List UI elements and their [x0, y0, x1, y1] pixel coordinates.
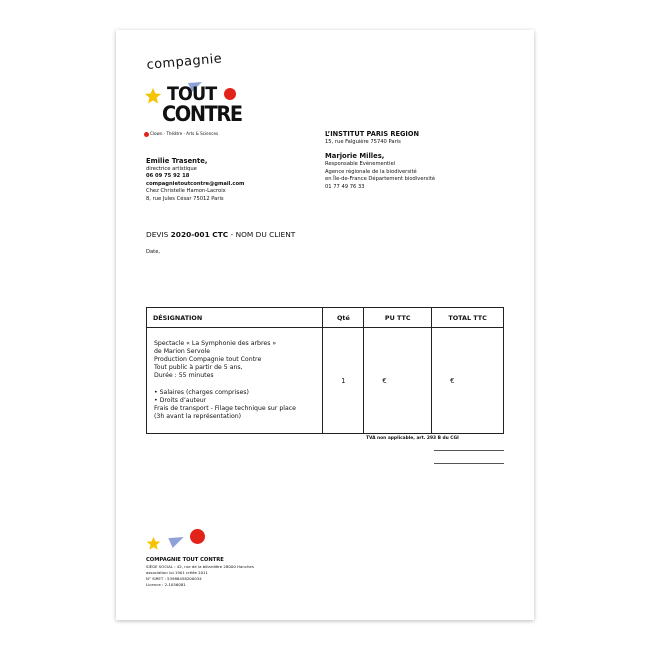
sender-email[interactable]: compagnietoutcontre@gmail.com	[146, 180, 245, 187]
cell-qty: 1	[323, 328, 364, 434]
designation-line: Frais de transport - Filage technique sur place	[154, 404, 296, 412]
devis-client: - NOM DU CLIENT	[230, 230, 296, 239]
quote-table-header-row	[147, 308, 504, 328]
footer-block	[146, 556, 346, 588]
designation-line: Tout public à partir de 5 ans,	[154, 364, 243, 372]
logo-word-compagnie: compagnie	[146, 51, 223, 73]
company-logo	[144, 51, 254, 140]
header-designation: DÉSIGNATION	[147, 308, 323, 328]
devis-prefix: DEVIS	[146, 230, 169, 239]
recipient-org: L’INSTITUT PARIS REGION	[325, 130, 419, 138]
designation-line: Spectacle « La Symphonie des arbres »	[154, 340, 277, 348]
footer-yellow-star-icon	[146, 536, 161, 551]
total-line-1	[434, 450, 504, 451]
yellow-star-icon	[144, 87, 162, 105]
logo-tagline: Clown · Théâtre · Arts & Sciences	[150, 131, 219, 136]
sender-care-of: Chez Christelle Hamon-Lacroix	[146, 188, 226, 195]
total-line-2	[434, 463, 504, 464]
sender-name: Emilie Trasente,	[146, 157, 208, 165]
red-dot-icon	[224, 88, 236, 100]
logo-word-contre: CONTRE	[162, 102, 242, 126]
designation-line: • Droits d’auteur	[154, 396, 207, 404]
header-total: TOTAL TTC	[432, 308, 504, 328]
footer-red-dot-icon	[190, 529, 205, 544]
cell-designation	[147, 328, 323, 434]
sender-role: directrice artistique	[146, 166, 197, 172]
quote-document	[116, 30, 534, 620]
recipient-line-2: en Île-de-France Département biodiversité	[325, 176, 436, 183]
designation-line: de Marion Servole	[154, 348, 211, 356]
footer-blue-triangle-icon	[168, 537, 184, 548]
footer-line: N° SIRET : 53988458200034	[146, 575, 202, 581]
recipient-block	[325, 130, 515, 191]
sender-block	[146, 157, 296, 203]
logo-word-tout: TOUT	[167, 83, 217, 105]
designation-line: Production Compagnie tout Contre	[154, 356, 262, 364]
footer-line: Licence : 2-1056081	[146, 581, 186, 587]
tva-note: TVA non applicable, art. 293 B du CGI	[366, 436, 459, 441]
header-unit-price: PU TTC	[364, 308, 432, 328]
devis-number: 2020-001 CTC	[170, 230, 229, 239]
recipient-line-1: Agence régionale de la biodiversité	[325, 168, 417, 175]
designation-line: Durée : 55 minutes	[154, 372, 214, 380]
footer-line: association loi 1901 créée 2011	[146, 569, 209, 575]
devis-title	[146, 230, 295, 239]
sender-address: 8, rue Jules César 75012 Paris	[146, 195, 224, 202]
recipient-phone: 01 77 49 76 33	[325, 183, 365, 190]
recipient-contact-role: Responsable Evènementiel	[325, 161, 396, 168]
designation-line: • Salaires (charges comprises)	[154, 388, 249, 396]
designation-line: (3h avant la représentation)	[154, 412, 242, 420]
devis-date-label: Date,	[146, 249, 161, 255]
tagline-red-dot-icon	[144, 132, 149, 137]
table-row	[147, 328, 504, 434]
sender-phone: 06 09 75 92 18	[146, 173, 190, 180]
recipient-contact: Marjorie Milles,	[325, 152, 385, 161]
quote-table	[146, 307, 504, 434]
header-qty: Qté	[323, 308, 364, 328]
footer-line: SIÈGE SOCIAL : 42, rue de la billardière 28000 Hanches	[146, 564, 254, 569]
cell-total: €	[432, 328, 504, 434]
designation-spacer	[154, 381, 322, 389]
footer-company: COMPAGNIE TOUT CONTRE	[146, 557, 224, 563]
cell-unit-price: €	[364, 328, 432, 434]
recipient-org-address: 15, rue Falguière 75740 Paris	[325, 139, 401, 145]
